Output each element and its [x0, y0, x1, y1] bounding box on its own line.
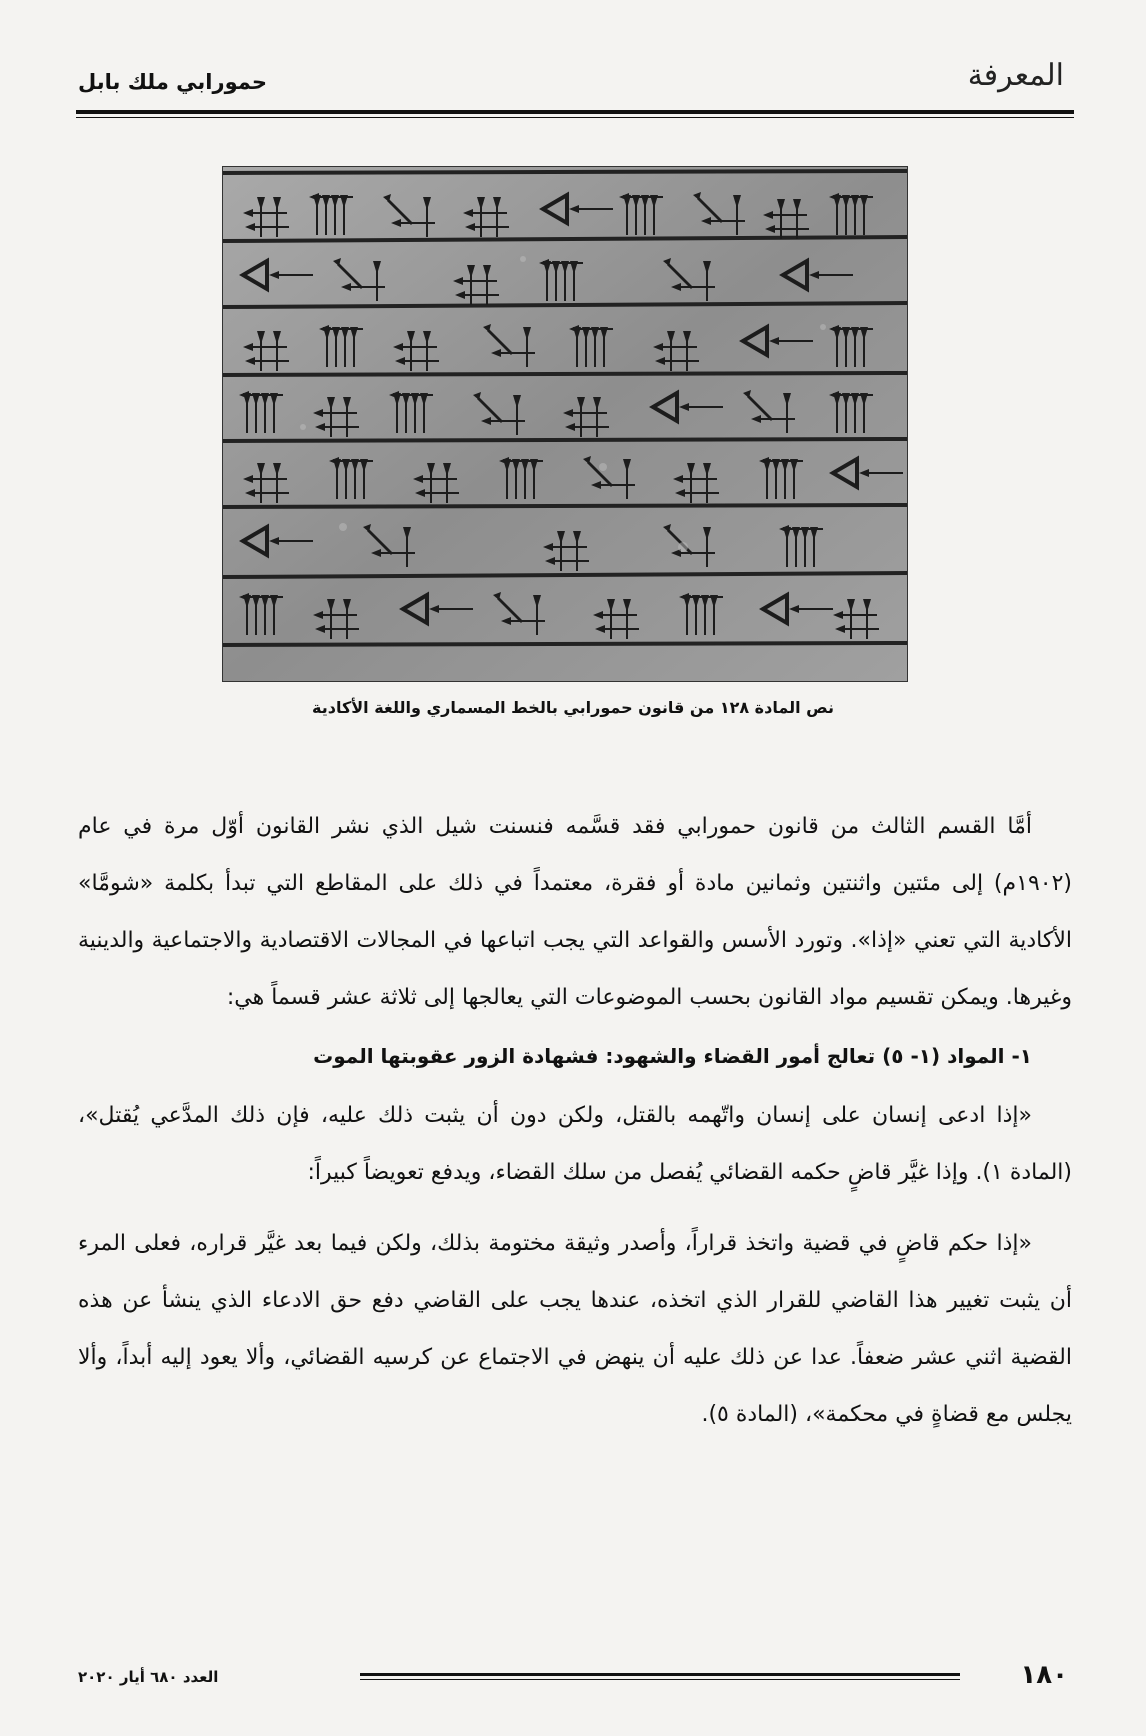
footer-rule-thick	[360, 1673, 960, 1676]
paragraph-article-5: «إذا حكم قاضٍ في قضية واتخذ قراراً، وأصدر وثيقة مختومة بذلك، ولكن فيما بعد غيَّر قراره، فعلى المرء أن يثبت تغيير هذا القاضي للقرار الذي اتخذه، عندها يجب على القاضي دفع حق الادعاء الذي ينشأ عن هذه القضية اثني عشر ضعفاً. عدا عن ذلك عليه أن ينهض في الاجتماع عن كرسيه القضائي، وألا يعود إليه أبداً، وألا يجلس مع قضاةٍ في محكمة»، (المادة ٥).	[78, 1231, 1072, 1427]
magazine-logo: المعرفة	[967, 58, 1064, 93]
issue-info: العدد ٦٨٠ أيار ٢٠٢٠	[78, 1668, 219, 1686]
running-title: حمورابي ملك بابل	[78, 70, 267, 94]
footer-rule-thin	[360, 1679, 960, 1680]
header-rule-thick	[76, 110, 1074, 114]
figure-caption: نص المادة ١٢٨ من قانون حمورابي بالخط المسماري واللغة الأكادية	[312, 698, 834, 717]
paragraph-article-1: «إذا ادعى إنسان على إنسان واتّهمه بالقتل، ولكن دون أن يثبت ذلك عليه، فإن ذلك المدَّعي يُقتل»، (المادة ١). وإذا غيَّر قاضٍ حكمه القضائي يُفصل من سلك القضاء، ويدفع تعويضاً كبيراً:	[78, 1103, 1072, 1185]
article-body	[78, 798, 1072, 1443]
cuneiform-tablet-image	[222, 166, 908, 682]
paragraph-intro: أمَّا القسم الثالث من قانون حمورابي فقد قسَّمه فنسنت شيل الذي نشر القانون أوّل مرة في عام (١٩٠٢م) إلى مئتين واثنتين وثمانين مادة أو فقرة، معتمداً في ذلك على المقاطع التي تبدأ بكلمة «شومَّا» الأكادية التي تعني «إذا». وتورد الأسس والقواعد التي يجب اتباعها في المجالات الاقتصادية والاجتماعية والدينية وغيرها. ويمكن تقسيم مواد القانون بحسب الموضوعات التي يعالجها إلى ثلاثة عشر قسماً هي:	[78, 814, 1072, 1010]
page-number: ١٨٠	[1020, 1660, 1068, 1690]
section-heading: ١- المواد (١- ٥) تعالج أمور القضاء والشهود: فشهادة الزور عقوبتها الموت	[313, 1044, 1032, 1068]
header-rule-thin	[76, 117, 1074, 118]
